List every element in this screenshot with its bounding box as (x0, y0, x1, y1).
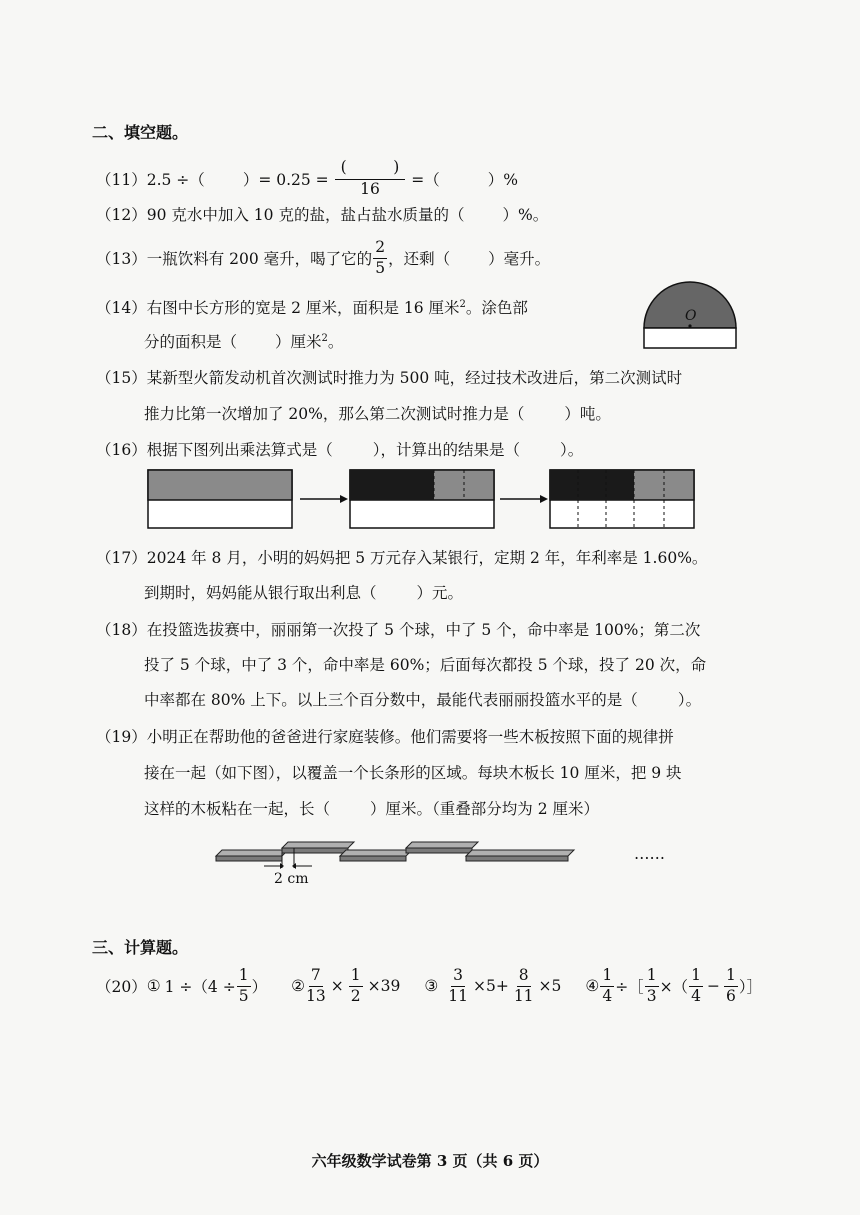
question-number: （14） (96, 299, 147, 317)
question-14: （14）右图中长方形的宽是 2 厘米，面积是 16 厘米$^2$。涂色部 (96, 298, 528, 317)
continuation-dots: …… (634, 845, 665, 863)
question-number: （17） (96, 549, 147, 567)
dimension-label: 2 cm (274, 871, 309, 887)
question-19-line3: 这样的木板粘在一起，长（ ）厘米。（重叠部分均为 2 厘米） (144, 800, 599, 818)
shaded-row (148, 470, 292, 500)
question-number: （11） (96, 170, 147, 189)
question-14-line2: 分的面积是（ ）厘米$^2$。 (144, 332, 344, 351)
question-18-line3: 中率都在 80% 上下。以上三个百分数中，最能代表丽丽投篮水平的是（ ）。 (144, 691, 702, 709)
wood-boards-figure (216, 836, 586, 878)
fraction-multiplication-diagram (146, 466, 696, 530)
question-17-line2: 到期时，妈妈能从银行取出利息（ ）元。 (144, 584, 464, 602)
question-18: （18）在投篮选拔赛中，丽丽第一次投了 5 个球，中了 5 个，命中率是 100%；第二次 (96, 621, 701, 639)
fraction: $\frac{2}{5}$ (375, 238, 386, 277)
question-number: （15） (96, 369, 147, 387)
question-12: （12）90 克水中加入 10 克的盐，盐占盐水质量的（ ）%。 (96, 206, 549, 224)
question-number: （18） (96, 621, 147, 639)
question-13: （13） 一瓶饮料有 200 毫升，喝了它的 $\frac{2}{5}$ ，还剩（ ）毫升。 (96, 238, 551, 277)
question-number: （20） (96, 978, 147, 996)
question-17: （17）2024 年 8 月，小明的妈妈把 5 万元存入某银行，定期 2 年，年利率是 1.60%。 (96, 549, 708, 567)
part-1: ① 1 ÷（4 ÷ $\frac{1}{5}$ ） (146, 966, 268, 1005)
question-number: （13） (96, 250, 147, 268)
section-title-fill-in: 二、填空题。 (92, 123, 189, 142)
question-19-line2: 接在一起（如下图），以覆盖一个长条形的区域。每块木板长 10 厘米，把 9 块 (144, 764, 682, 782)
question-18-line2: 投了 5 个球，中了 3 个，命中率是 60%；后面每次都投 5 个球，投了 20 次，命 (144, 656, 707, 674)
page-footer: 六年级数学试卷第 3 页（共 6 页） (311, 1152, 549, 1170)
question-19: （19）小明正在帮助他的爸爸进行家庭装修。他们需要将一些木板按照下面的规律拼 (96, 728, 674, 746)
center-label: O (685, 308, 697, 324)
question-15-line2: 推力比第一次增加了 20%，那么第二次测试时推力是（ ）吨。 (144, 405, 611, 423)
question-number: （19） (96, 728, 147, 746)
rectangle (644, 328, 736, 348)
part-2: ② $\frac{7}{13}$ × $\frac{1}{2}$ ×39 (291, 966, 401, 1005)
section-title-calculation: 三、计算题。 (92, 938, 189, 957)
fraction: $\frac{( )}{16}$ (335, 160, 406, 197)
question-number: （16） (96, 441, 147, 459)
part-4: ④ $\frac{1}{4}$ ÷［ $\frac{1}{3}$ ×（ $\frac{1}{4}$ − $\frac{1}{6}$ ）］ (585, 966, 763, 1005)
question-16: （16）根据下图列出乘法算式是（ ），计算出的结果是（ ）。 (96, 441, 584, 459)
center-point (688, 324, 691, 327)
question-number: （12） (96, 206, 147, 224)
part-3: ③ $\frac{3}{11}$ ×5+ $\frac{8}{11}$ ×5 (424, 966, 562, 1005)
question-15: （15）某新型火箭发动机首次测试时推力为 500 吨，经过技术改进后，第二次测试时 (96, 369, 683, 387)
question-20 (96, 968, 762, 1004)
question-11: （11） 2.5 ÷（ ）= 0.25 = $\frac{( )}{16}$ =（ ）% (96, 158, 518, 198)
